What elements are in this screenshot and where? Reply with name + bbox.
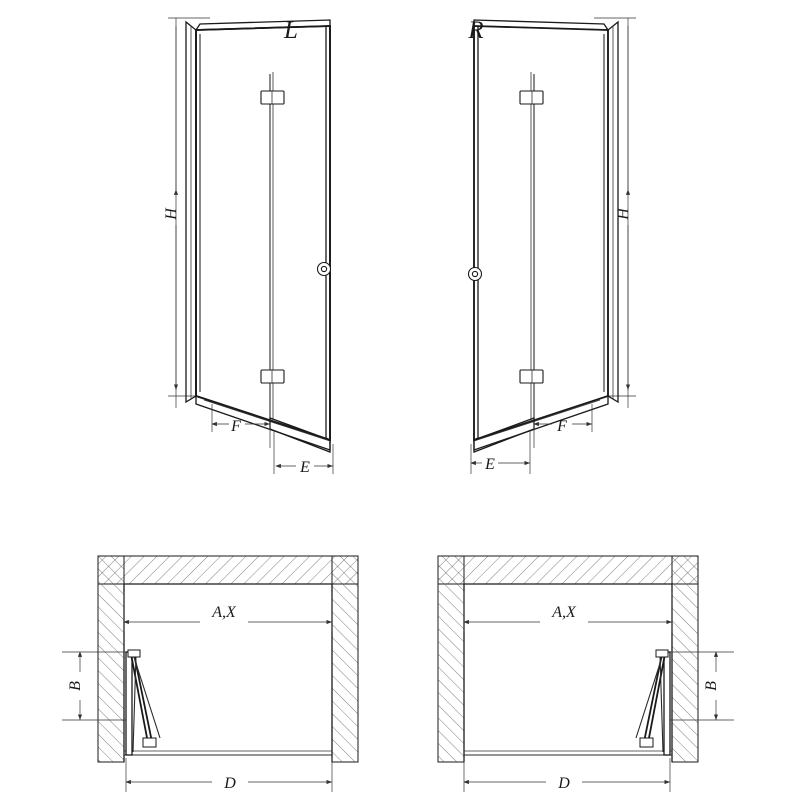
plan-right-label-AX: A,X <box>552 604 576 621</box>
plan-left-label-D: D <box>224 775 236 792</box>
elevation-right-label-E: E <box>485 456 495 473</box>
elevation-right-label-F: F <box>557 418 567 435</box>
plan-left-label-B: B <box>67 681 84 691</box>
door-knob-left <box>318 263 331 276</box>
plan-left-label-AX: A,X <box>212 604 236 621</box>
elevation-left-label-F: F <box>231 418 241 435</box>
elevation-right-group <box>469 18 637 474</box>
plan-left-group <box>62 556 358 792</box>
plan-left-door-leaves <box>128 650 160 752</box>
elevation-left-group <box>163 18 333 476</box>
plan-right-door-leaves <box>636 650 668 752</box>
hinge-lower-left <box>261 370 284 383</box>
plan-right-label-B: B <box>703 681 720 691</box>
hinge-upper-right <box>520 91 543 104</box>
hinge-lower-right <box>520 370 543 383</box>
elevation-right-label-H: H <box>615 208 632 220</box>
hinge-upper-left <box>261 91 284 104</box>
elevation-left-label-H: H <box>163 208 180 220</box>
variant-label-L: L <box>284 17 298 44</box>
elevation-left-label-E: E <box>300 459 310 476</box>
door-knob-right <box>469 268 482 281</box>
plan-right-label-D: D <box>558 775 570 792</box>
variant-label-R: R <box>468 17 484 44</box>
plan-right-group <box>438 556 734 792</box>
